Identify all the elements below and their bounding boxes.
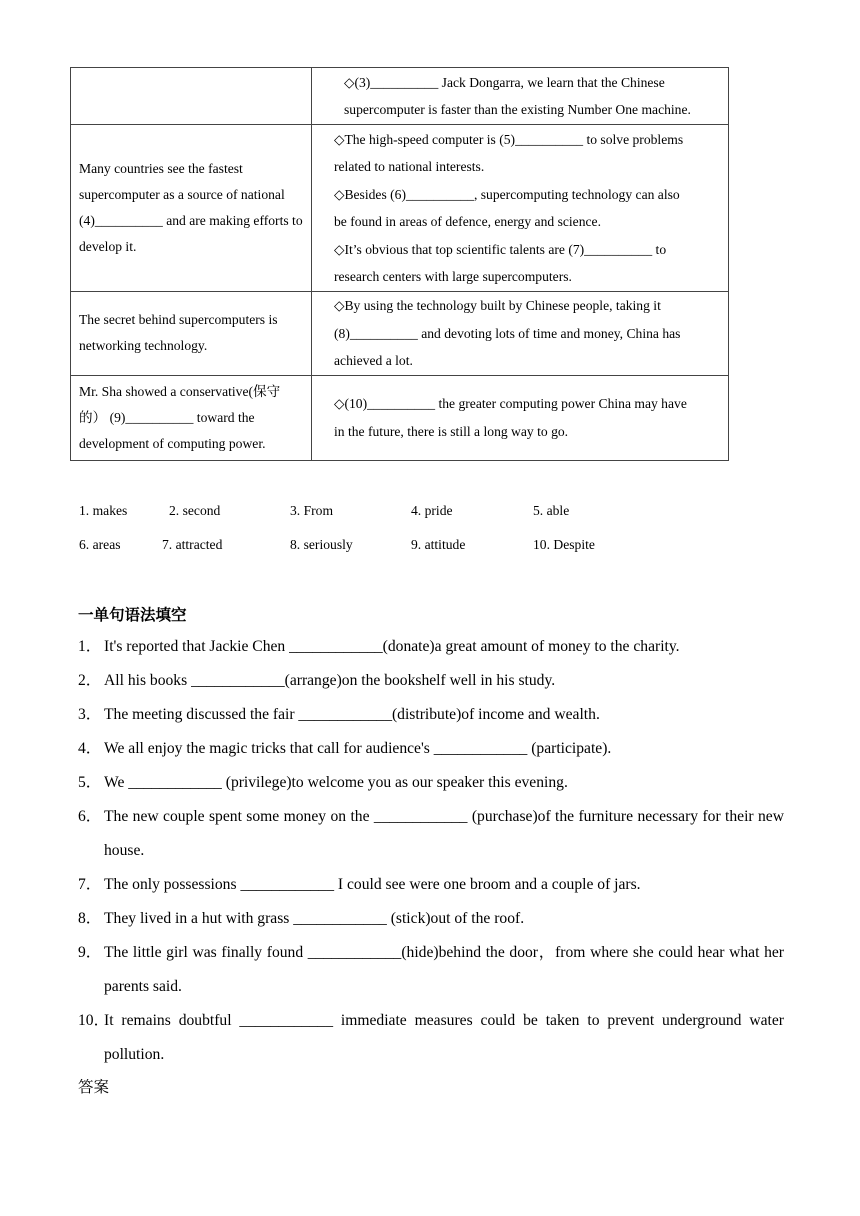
cell-line: related to national interests.: [334, 159, 485, 174]
answer-key-item: 8. seriously: [290, 537, 353, 552]
question-text: The little girl was finally found ____________(hide)behind the door，from where she could hear what her parents said.: [104, 944, 784, 995]
cell-line: (8)__________ and devoting lots of time and money, China has: [334, 325, 681, 341]
question-text: It remains doubtful ____________ immediate measures could be taken to prevent underground water pollution.: [104, 1012, 784, 1063]
answer-heading: 答案: [78, 1078, 110, 1096]
summary-table: [70, 67, 729, 461]
question-list: [78, 630, 784, 1072]
answer-key-item: 9. attitude: [411, 537, 466, 552]
question-item: [78, 630, 784, 664]
cell-line: ◇(10)__________ the greater computing power China may have: [334, 396, 687, 411]
question-number: 2．: [78, 672, 102, 689]
question-number: 10．: [78, 1012, 110, 1029]
answer-key-item: 5. able: [533, 503, 570, 518]
question-text: The meeting discussed the fair ____________(distribute)of income and wealth.: [104, 706, 600, 723]
table-cell-left: Many countries see the fastest supercomputer as a source of national (4)__________ and are making efforts to develop it.: [71, 125, 312, 292]
question-item: [78, 766, 784, 800]
table-cell-left: Mr. Sha showed a conservative(保守的） (9)__________ toward the development of computing power.: [71, 375, 312, 460]
cell-line: supercomputer is faster than the existing Number One machine.: [344, 102, 691, 117]
cell-line: ◇It’s obvious that top scientific talents are (7)__________ to: [334, 241, 667, 257]
question-item: [78, 698, 784, 732]
question-item: [78, 936, 784, 1004]
cell-line: research centers with large supercomputers.: [334, 269, 572, 284]
question-number: 6．: [78, 808, 102, 825]
question-text: The only possessions ____________ I could see were one broom and a couple of jars.: [104, 876, 641, 893]
question-text: We all enjoy the magic tricks that call for audience's ____________ (participate).: [104, 740, 612, 757]
answer-key-item: 1. makes: [79, 503, 128, 518]
cell-line: be found in areas of defence, energy and science.: [334, 214, 601, 229]
question-text: We ____________ (privilege)to welcome you as our speaker this evening.: [104, 774, 568, 791]
question-number: 7．: [78, 876, 102, 893]
question-number: 9．: [78, 944, 102, 961]
question-item: [78, 868, 784, 902]
table-row: [71, 375, 729, 460]
table-cell-left: [71, 68, 312, 125]
table-cell-right: [312, 292, 729, 376]
question-item: [78, 1004, 784, 1072]
question-text: The new couple spent some money on the ____________ (purchase)of the furniture necessary for their new house.: [104, 808, 784, 859]
question-item: [78, 800, 784, 868]
question-item: [78, 732, 784, 766]
table-cell-left: The secret behind supercomputers is networking technology.: [71, 292, 312, 376]
section-title: 一单句语法填空: [78, 606, 187, 624]
question-text: They lived in a hut with grass ____________ (stick)out of the roof.: [104, 910, 525, 927]
table-row: [71, 292, 729, 376]
question-text: All his books ____________(arrange)on the bookshelf well in his study.: [104, 672, 556, 689]
question-number: 4．: [78, 740, 102, 757]
table-row: [71, 68, 729, 125]
question-item: [78, 902, 784, 936]
cell-line: ◇The high-speed computer is (5)__________ to solve problems: [334, 131, 684, 147]
answer-key-item: 10. Despite: [533, 537, 595, 552]
table-cell-right: [312, 375, 729, 460]
table-cell-right: [312, 125, 729, 292]
answer-key-item: 4. pride: [411, 503, 453, 518]
answer-key-item: 7. attracted: [162, 537, 223, 552]
cell-line: ◇Besides (6)__________, supercomputing technology can also: [334, 186, 680, 202]
question-number: 3．: [78, 706, 102, 723]
cell-line: ◇(3)__________ Jack Dongarra, we learn that the Chinese: [344, 74, 665, 90]
table-cell-right: [312, 68, 729, 125]
cell-line: achieved a lot.: [334, 353, 413, 368]
question-item: [78, 664, 784, 698]
answer-key-item: 3. From: [290, 503, 334, 518]
cell-line: in the future, there is still a long way to go.: [334, 423, 569, 439]
question-text: It's reported that Jackie Chen ____________(donate)a great amount of money to the charity.: [104, 638, 680, 655]
table-row: [71, 125, 729, 292]
answer-key-item: 6. areas: [79, 537, 121, 552]
question-number: 8．: [78, 910, 102, 927]
answer-key-item: 2. second: [169, 503, 221, 518]
cell-line: ◇By using the technology built by Chinese people, taking it: [334, 298, 661, 313]
question-number: 5．: [78, 774, 102, 791]
question-number: 1．: [78, 638, 102, 655]
